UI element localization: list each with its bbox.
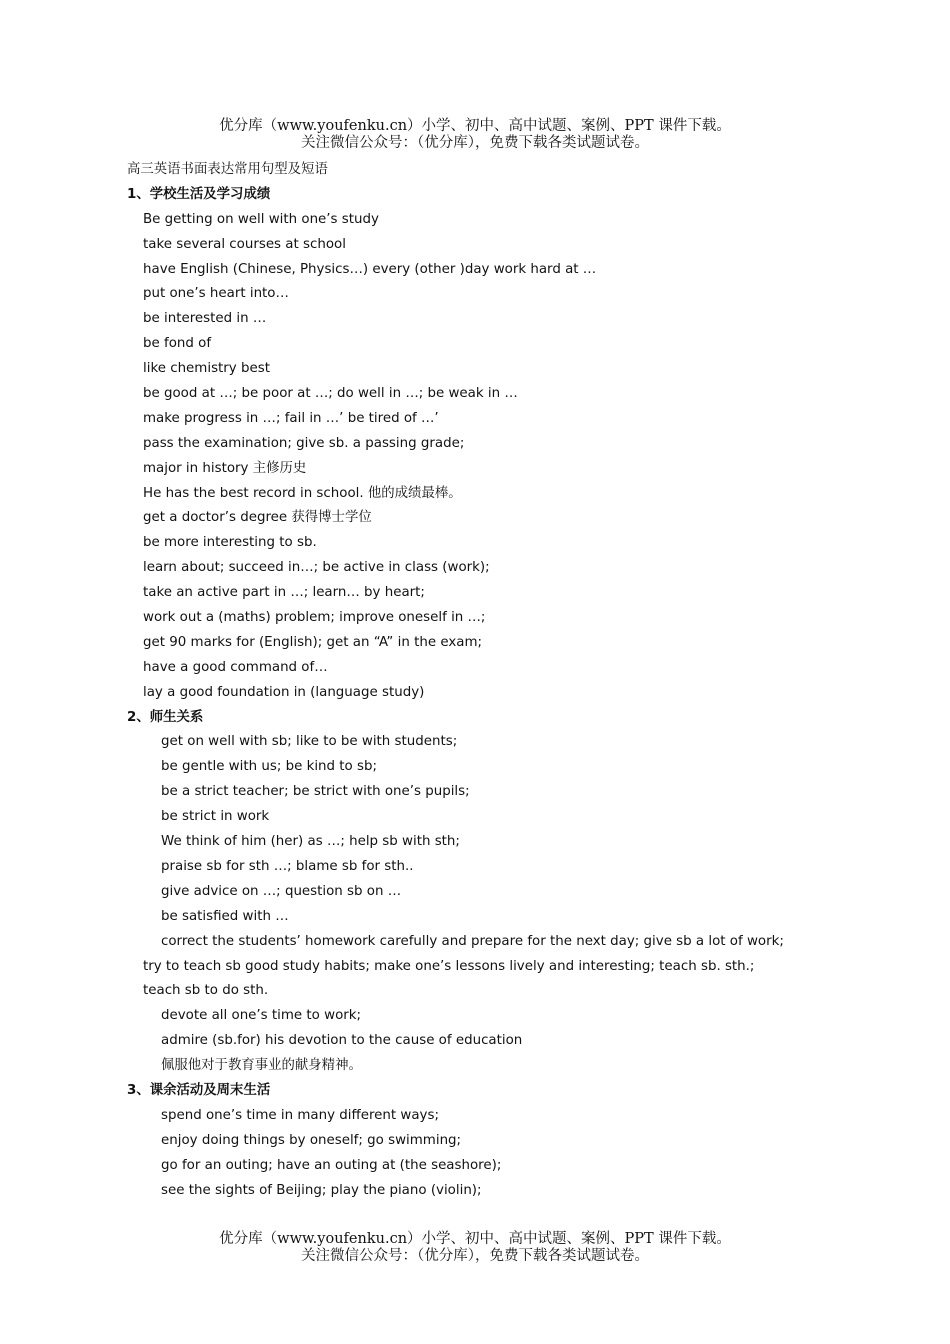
- list-item: have English (Chinese, Physics…) every (other )day work hard at …: [143, 261, 597, 277]
- footer-line-2: 关注微信公众号：（优分库），免费下载各类试题试卷。: [301, 1248, 649, 1264]
- document-body: [127, 158, 827, 1203]
- list-item: We think of him (her) as …; help sb with sth;: [161, 834, 460, 850]
- list-item: be good at …; be poor at …; do well in …; be weak in …: [143, 386, 518, 402]
- list-item: pass the examination; give sb. a passing grade;: [143, 435, 465, 451]
- list-item: praise sb for sth …; blame sb for sth..: [161, 858, 414, 874]
- list-item: put one’s heart into…: [143, 286, 289, 302]
- section-3-list: [127, 1104, 827, 1204]
- list-item: get on well with sb; like to be with students;: [161, 734, 458, 750]
- list-item: be satisfied with …: [161, 908, 289, 924]
- section-heading-3: 3、课余活动及周末生活: [127, 1082, 271, 1098]
- list-item: lay a good foundation in (language study): [143, 684, 425, 700]
- list-item: spend one’s time in many different ways;: [161, 1107, 439, 1123]
- list-item: try to teach sb good study habits; make one’s lessons lively and interesting; teach sb. sth.;: [143, 958, 755, 974]
- section-1-list: [127, 208, 827, 706]
- header-line-2: 关注微信公众号：（优分库），免费下载各类试题试卷。: [301, 135, 649, 151]
- list-item: be fond of: [143, 336, 212, 352]
- list-item: be a strict teacher; be strict with one’s pupils;: [161, 784, 470, 800]
- list-item: see the sights of Beijing; play the piano (violin);: [161, 1182, 482, 1198]
- list-item: take an active part in …; learn… by heart;: [143, 585, 425, 601]
- list-item: work out a (maths) problem; improve oneself in …;: [143, 610, 486, 626]
- list-item: 佩服他对于教育事业的献身精神。: [161, 1058, 362, 1074]
- list-item: devote all one’s time to work;: [161, 1008, 362, 1024]
- list-item: admire (sb.for) his devotion to the cause of education: [161, 1033, 523, 1049]
- list-item: give advice on …; question sb on …: [161, 883, 402, 899]
- section-2-list: [127, 730, 827, 1078]
- list-item: correct the students’ homework carefully and prepare for the next day; give sb a lot of work;: [161, 933, 784, 949]
- list-item: Be getting on well with one’s study: [143, 211, 379, 227]
- page-header: [0, 118, 950, 152]
- list-item: get 90 marks for (English); get an “A” in the exam;: [143, 634, 483, 650]
- page-footer: [0, 1231, 950, 1265]
- footer-line-1: 优分库（www.youfenku.cn）小学、初中、高中试题、案例、PPT 课件下载。: [219, 1231, 731, 1247]
- list-item: teach sb to do sth.: [143, 983, 269, 999]
- section-heading-1: 1、学校生活及学习成绩: [127, 186, 271, 202]
- list-item: go for an outing; have an outing at (the seashore);: [161, 1157, 502, 1173]
- list-item: major in history 主修历史: [143, 460, 307, 476]
- list-item: have a good command of…: [143, 659, 328, 675]
- header-line-1: 优分库（www.youfenku.cn）小学、初中、高中试题、案例、PPT 课件下载。: [219, 118, 731, 134]
- list-item: enjoy doing things by oneself; go swimming;: [161, 1132, 462, 1148]
- document-title: 高三英语书面表达常用句型及短语: [127, 162, 328, 177]
- list-item: He has the best record in school. 他的成绩最棒。: [143, 485, 462, 501]
- list-item: learn about; succeed in…; be active in class (work);: [143, 560, 490, 576]
- list-item: get a doctor’s degree 获得博士学位: [143, 510, 372, 526]
- list-item: make progress in …; fail in …’ be tired of …’: [143, 410, 439, 426]
- list-item: be more interesting to sb.: [143, 535, 317, 551]
- section-heading-2: 2、师生关系: [127, 709, 204, 725]
- list-item: be strict in work: [161, 809, 270, 825]
- list-item: be interested in …: [143, 311, 267, 327]
- list-item: like chemistry best: [143, 361, 270, 377]
- list-item: take several courses at school: [143, 236, 346, 252]
- list-item: be gentle with us; be kind to sb;: [161, 759, 377, 775]
